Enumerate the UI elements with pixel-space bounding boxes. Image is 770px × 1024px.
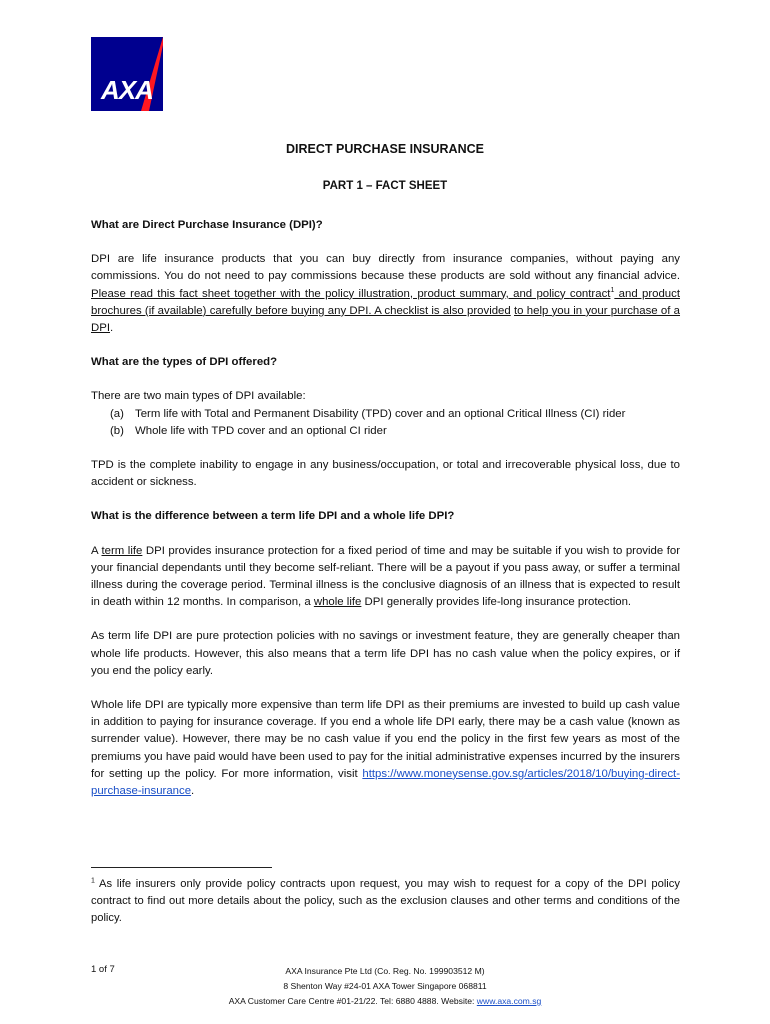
- document-title: DIRECT PURCHASE INSURANCE: [286, 142, 484, 156]
- footnote-ref[interactable]: 1: [610, 286, 615, 294]
- paragraph-tpd-definition: TPD is the complete inability to engage in any business/occupation, or total and irrecoverable physical loss, due to accident or sickness.: [91, 459, 680, 489]
- paragraph-whole-life: Whole life DPI are typically more expensive than term life DPI as their premiums are invested to build up cash value in addition to paying for insurance coverage. If you end a whole life DPI early, there may be a cash value (known as surrender value). However, there may be no cash value if you end the policy in the first few years as most of the premiums you have paid would have been used to pay for the initial administrative expenses incurred by the insurers for setting up the policy. For more information, visit https://www.moneysense.gov.sg/articles/2018/10/buying-direct-purchase-insurance.: [91, 699, 680, 798]
- footer-contact: AXA Customer Care Centre #01-21/22. Tel: 6880 4888. Website: www.axa.com.sg: [228, 996, 542, 1006]
- moneysense-link[interactable]: https://www.moneysense.gov.sg/articles/2018/10/buying-direct-purchase-insurance: [91, 767, 680, 798]
- heading-term-vs-whole: What is the difference between a term life DPI and a whole life DPI?: [91, 510, 455, 523]
- paragraph-types-intro: There are two main types of DPI available:: [91, 390, 306, 403]
- contract-link[interactable]: contract: [569, 287, 611, 300]
- paragraph-term-life: A term life DPI provides insurance protection for a fixed period of time and may be suitable if you wish to provide for your financial dependants until they become self-reliant. There will be a payout if you pass away, or suffer a terminal illness during the coverage period. Terminal illness is the conclusive diagnosis of an illness that is expected to result in death within 12 months. In comparison, a whole life DPI generally provides life-long insurance protection.: [91, 544, 681, 609]
- list-item: (a) Term life with Total and Permanent Disability (TPD) cover and an optional Critical Illness (CI) rider: [110, 407, 626, 420]
- footer-address: 8 Shenton Way #24-01 AXA Tower Singapore 068811: [283, 981, 487, 991]
- page-number: 1 of 7: [91, 964, 115, 975]
- heading-types-of-dpi: What are the types of DPI offered?: [91, 356, 278, 369]
- heading-what-is-dpi: What are Direct Purchase Insurance (DPI)?: [91, 219, 323, 231]
- footer-company: AXA Insurance Pte Ltd (Co. Reg. No. 199903512 M): [285, 966, 485, 976]
- logo-wordmark: AXA: [101, 75, 153, 105]
- footnote: $^1$ As life insurers only provide policy contracts upon request, you may wish to request for a copy of the DPI policy contract to find out more details about the policy, such as the exclusion clauses and other terms and conditions of the policy.: [91, 877, 680, 925]
- document-subtitle: PART 1 – FACT SHEET: [322, 180, 448, 192]
- dpi-types-list: [91, 406, 680, 440]
- document-body: [91, 217, 680, 800]
- list-item: (b) Whole life with TPD cover and an optional CI rider: [110, 424, 387, 437]
- paragraph-dpi-intro: DPI are life insurance products that you can buy directly from insurance companies, without paying any commissions. You do not need to pay commissions because these products are sold without any financial advice. Please read this fact sheet together with the policy illustration, product summary, and policy contract$^1$ and product brochures (if available) carefully before buying any DPI. A checklist is also provided to help you in your purchase of a DPI.: [91, 253, 681, 335]
- paragraph-pure-protection: As term life DPI are pure protection policies with no savings or investment feature, they are generally cheaper than whole life products. However, this also means that a term life DPI has no cash value when the policy expires, or if you end the policy early.: [91, 630, 680, 677]
- footnote-divider: [91, 867, 272, 868]
- axa-website-link[interactable]: www.axa.com.sg: [476, 996, 542, 1006]
- page-footer: [160, 964, 610, 1009]
- axa-logo: [91, 37, 163, 111]
